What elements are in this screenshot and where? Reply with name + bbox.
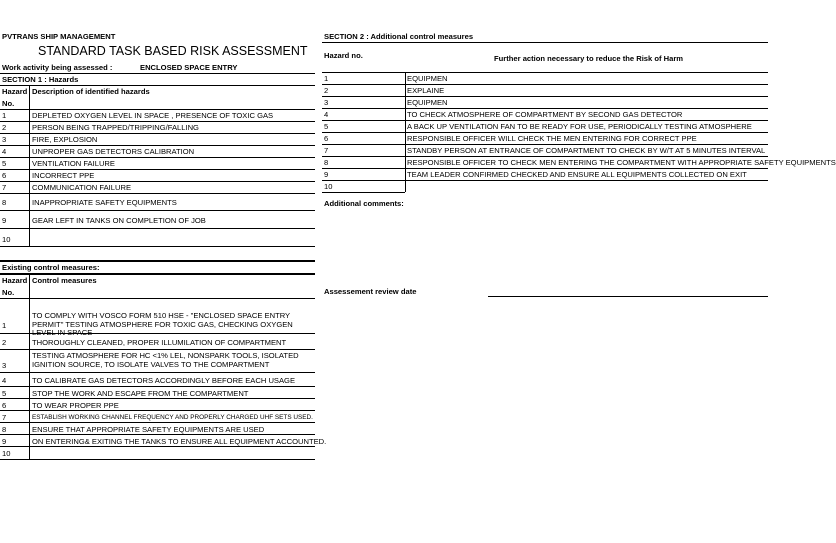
table-row-text: INAPPROPRIATE SAFETY EQUIPMENTS (32, 198, 177, 207)
table-row-text: FIRE, EXPLOSION (32, 135, 98, 144)
work-activity-value: ENCLOSED SPACE ENTRY (140, 63, 238, 72)
table-row-no: 8 (2, 198, 7, 207)
existing-col-measures: Control measures (32, 276, 97, 285)
table-row-text: EQUIPMEN (407, 74, 448, 83)
table-row-no: 9 (324, 170, 329, 179)
table-row-text: RESPONSIBLE OFFICER WILL CHECK THE MEN ENTERING FOR CORRECT PPE (407, 134, 697, 143)
existing-title: Existing control measures: (2, 263, 100, 272)
table-row-text: PERSON BEING TRAPPED/TRIPPING/FALLING (32, 123, 199, 132)
review-date-label: Assessement review date (324, 287, 417, 296)
table-row-no: 4 (324, 110, 329, 119)
table-row-no: 7 (324, 146, 329, 155)
section2-col-action: Further action necessary to reduce the Risk of Harm (494, 54, 684, 63)
table-row-text: INCORRECT PPE (32, 171, 95, 180)
table-row-no: 10 (2, 449, 11, 458)
table-row-text: TO COMPLY WITH VOSCO FORM 510 HSE - "ENCLOSED SPACE ENTRY PERMIT" TESTING ATMOSPHERE FOR TOXIC GAS, CHECKING OXYGEN LEVEL IN SPACE (32, 311, 293, 337)
table-row-text: STOP THE WORK AND ESCAPE FROM THE COMPARTMENT (32, 389, 249, 398)
table-row-no: 4 (2, 147, 7, 156)
table-row-text: EQUIPMEN (407, 98, 448, 107)
table-row-no: 10 (2, 235, 11, 244)
table-row-no: 10 (324, 182, 333, 191)
table-row-no: 7 (2, 413, 7, 422)
table-row-text: TO CALIBRATE GAS DETECTORS ACCORDINGLY BEFORE EACH USAGE (32, 376, 296, 385)
table-row-no: 2 (324, 86, 329, 95)
table-row-no: 9 (2, 216, 7, 225)
section1-col-hazard: Hazard (2, 87, 28, 96)
table-row-no: 3 (324, 98, 329, 107)
table-row-no: 3 (2, 361, 7, 370)
section2-title: SECTION 2 : Additional control measures (324, 32, 474, 41)
table-row-no: 1 (324, 74, 329, 83)
table-row-text: THOROUGHLY CLEANED, PROPER ILLUMILATION OF COMPARTMENT (32, 338, 287, 347)
table-row-text: UNPROPER GAS DETECTORS CALIBRATION (32, 147, 195, 156)
table-row-no: 8 (324, 158, 329, 167)
table-row-text: ESTABLISH WORKING CHANNEL FREQUENCY AND PROPERLY CHARGED UHF SETS USED. (32, 414, 313, 421)
table-row-no: 6 (2, 171, 7, 180)
table-row-no: 1 (2, 321, 7, 330)
table-row-no: 3 (2, 135, 7, 144)
table-row-text: STANDBY PERSON AT ENTRANCE OF COMPARTMENT TO CHECK BY W/T AT 5 MINUTES INTERVAL (407, 146, 766, 155)
table-row-no: 6 (324, 134, 329, 143)
table-row-text: TESTING ATMOSPHERE FOR HC <1% LEL, NONSPARK TOOLS, ISOLATED IGNITION SOURCE, TO ISOLATE VALVES TO THE COMPARTMENT (32, 351, 299, 369)
additional-comments-label: Additional comments: (324, 199, 404, 208)
table-row-text: VENTILATION FAILURE (32, 159, 115, 168)
table-row-no: 5 (324, 122, 329, 131)
table-row-text: COMMUNICATION FAILURE (32, 183, 132, 192)
table-row-text: ON ENTERING& EXITING THE TANKS TO ENSURE ALL EQUIPMENT ACCOUNTED. (32, 437, 327, 446)
table-row-text: DEPLETED OXYGEN LEVEL IN SPACE , PRESENCE OF TOXIC GAS (32, 111, 274, 120)
table-row-no: 9 (2, 437, 7, 446)
existing-col-hazard-no: No. (2, 288, 15, 297)
table-row-text: RESPONSIBLE OFFICER TO CHECK MEN ENTERING THE COMPARTMENT WITH APPROPRIATE SAFETY EQUIPMENTS (407, 158, 836, 167)
section1-title: SECTION 1 : Hazards (2, 75, 79, 84)
table-row-no: 1 (2, 111, 7, 120)
table-row-no: 2 (2, 338, 7, 347)
section1-col-hazard-no: No. (2, 99, 15, 108)
table-row-no: 4 (2, 376, 7, 385)
table-row-text: ENSURE THAT APPROPRIATE SAFETY EQUIPMENTS ARE USED (32, 425, 265, 434)
section1-col-description: Description of identified hazards (32, 87, 150, 96)
company-name: PVTRANS SHIP MANAGEMENT (2, 32, 116, 41)
table-row-text: TO CHECK ATMOSPHERE OF COMPARTMENT BY SECOND GAS DETECTOR (407, 110, 683, 119)
table-row-no: 2 (2, 123, 7, 132)
table-row-text: TO WEAR PROPER PPE (32, 401, 119, 410)
document-title: STANDARD TASK BASED RISK ASSESSMENT (38, 44, 308, 58)
table-row-no: 8 (2, 425, 7, 434)
existing-col-hazard: Hazard (2, 276, 28, 285)
review-date-line (488, 296, 768, 297)
work-activity-label: Work activity being assessed : (2, 63, 113, 72)
section2-col-hazard: Hazard no. (324, 51, 363, 60)
table-row-text: TEAM LEADER CONFIRMED CHECKED AND ENSURE ALL EQUIPMENTS COLLECTED ON EXIT (407, 170, 747, 179)
table-row-text: GEAR LEFT IN TANKS ON COMPLETION OF JOB (32, 216, 206, 225)
table-row-no: 6 (2, 401, 7, 410)
table-row-no: 5 (2, 159, 7, 168)
table-row-text: A BACK UP VENTILATION FAN TO BE READY FOR USE, PERIODICALLY TESTING ATMOSPHERE (407, 122, 752, 131)
table-row-no: 5 (2, 389, 7, 398)
table-row-text: EXPLAINE (407, 86, 445, 95)
table-row-no: 7 (2, 183, 7, 192)
